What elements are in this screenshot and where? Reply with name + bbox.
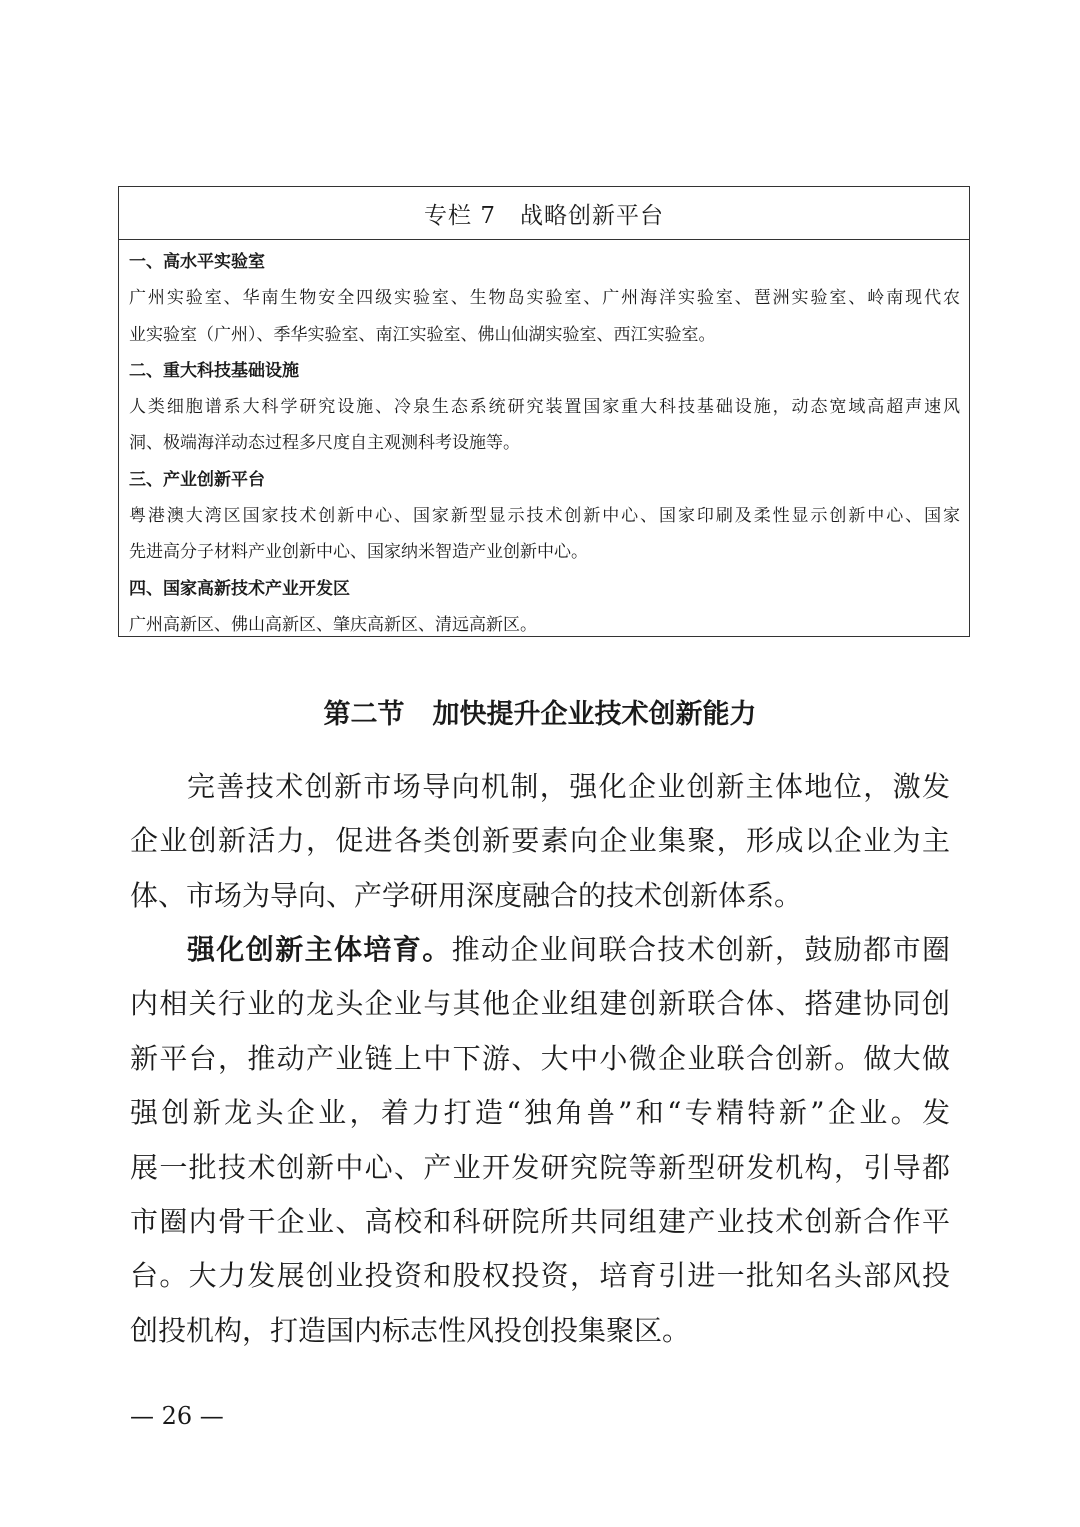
page-number: — 26 — bbox=[130, 1402, 224, 1430]
box-line: 洞、极端海洋动态过程多尺度自主观测科考设施等。 bbox=[129, 433, 520, 454]
paragraph-1 bbox=[130, 760, 950, 923]
text-line: 强创新龙头企业，着力打造“独角兽”和“专精特新”企业。发 bbox=[130, 1096, 950, 1130]
text-line: 企业创新活力，促进各类创新要素向企业集聚，形成以企业为主 bbox=[130, 824, 950, 858]
box-title-text: 战略创新平台 bbox=[519, 202, 664, 229]
text-line: 创投机构，打造国内标志性风投创投集聚区。 bbox=[130, 1313, 691, 1347]
section-title: 加快提升企业技术创新能力 bbox=[432, 699, 757, 730]
text-line bbox=[130, 923, 950, 977]
text-line: 台。大力发展创业投资和股权投资，培育引进一批知名头部风投 bbox=[130, 1259, 950, 1293]
text-line: 完善技术创新市场导向机制，强化企业创新主体地位，激发 bbox=[187, 770, 950, 803]
box-line: 广州实验室、华南生物安全四级实验室、生物岛实验室、广州海洋实验室、琶洲实验室、岭南现代农 bbox=[129, 288, 960, 309]
text-line: 内相关行业的龙头企业与其他企业组建创新联合体、搭建协同创 bbox=[130, 987, 950, 1021]
section-number: 第二节 bbox=[323, 699, 405, 730]
box-line: 先进高分子材料产业创新中心、国家纳米智造产业创新中心。 bbox=[129, 542, 588, 563]
box-label: 专栏 7 bbox=[424, 202, 496, 229]
text-line: 展一批技术创新中心、产业开发研究院等新型研发机构，引导都 bbox=[130, 1150, 950, 1184]
paragraph-lead: 强化创新主体培育。 bbox=[187, 933, 452, 966]
box-line: 粤港澳大湾区国家技术创新中心、国家新型显示技术创新中心、国家印刷及柔性显示创新中心、国家 bbox=[129, 506, 960, 527]
box-line: 广州高新区、佛山高新区、肇庆高新区、清远高新区。 bbox=[129, 614, 537, 635]
box-heading: 二、重大科技基础设施 bbox=[129, 360, 299, 381]
text-line: 市圈内骨干企业、高校和科研院所共同组建产业技术创新合作平 bbox=[130, 1204, 950, 1238]
box-heading: 一、高水平实验室 bbox=[129, 252, 265, 272]
box-line: 业实验室（广州）、季华实验室、南江实验室、佛山仙湖实验室、西江实验室。 bbox=[129, 324, 716, 345]
text-span: 推动企业间联合技术创新，鼓励都市圈 bbox=[451, 933, 950, 966]
box-title bbox=[119, 187, 969, 240]
box-heading: 三、产业创新平台 bbox=[129, 469, 265, 490]
section-heading bbox=[0, 692, 1080, 731]
paragraph-2 bbox=[130, 923, 950, 1358]
text-line: 体、市场为导向、产学研用深度融合的技术创新体系。 bbox=[130, 878, 803, 912]
text-line: 新平台，推动产业链上中下游、大中小微企业联合创新。做大做 bbox=[130, 1041, 950, 1075]
feature-box bbox=[118, 186, 970, 637]
box-line: 人类细胞谱系大科学研究设施、冷泉生态系统研究装置国家重大科技基础设施，动态宽域高超声速风 bbox=[129, 397, 960, 418]
box-heading: 四、国家高新技术产业开发区 bbox=[129, 578, 350, 599]
